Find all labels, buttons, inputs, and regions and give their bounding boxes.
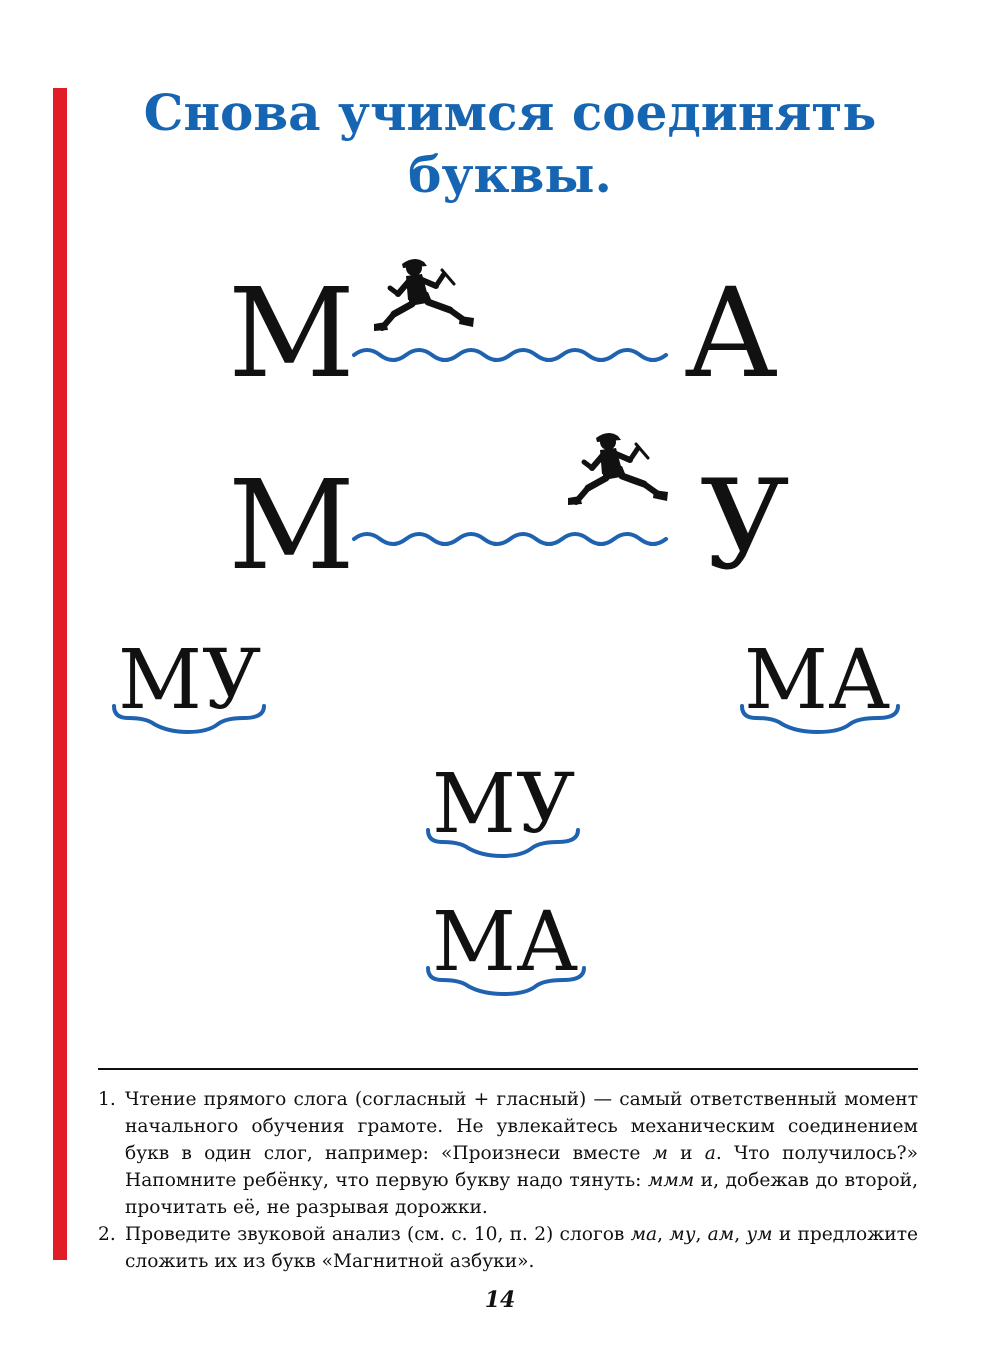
note-italic-syllable: ма (630, 1224, 658, 1245)
note-italic-syllable: ам (707, 1224, 735, 1245)
runner-icon (372, 258, 482, 334)
note-text: , (695, 1224, 708, 1245)
note-text: Проведите звуковой анализ (см. с. 10, п. 2) слогов (125, 1224, 631, 1245)
note-italic-letter: м (652, 1143, 668, 1164)
note-italic-syllable: му (669, 1224, 696, 1245)
note-number: 1. (98, 1089, 116, 1110)
note-text: Чтение прямого слога (согласный + гласный) — самый ответственный (125, 1089, 837, 1110)
margin-red-bar (53, 88, 67, 1260)
runner-icon (566, 432, 676, 508)
footnote-divider (98, 1068, 918, 1070)
teacher-notes (98, 1086, 918, 1275)
syllable-underline-arc (110, 700, 270, 740)
pair1-letter-a: А (684, 262, 778, 406)
pair1-letter-m: М (228, 262, 355, 406)
note-text: Что получилось?» Напомните ребёнку, что первую букву надо тянуть: (125, 1143, 918, 1191)
syllable-mu-left: МУ (118, 633, 262, 728)
title-line-1: Снова учимся соединять (143, 83, 877, 142)
pair2-letter-m: М (228, 454, 355, 598)
note-text: соединением букв в один слог, например: «Произнеси вместе (125, 1116, 918, 1164)
pair1-wave-track (352, 340, 682, 370)
note-text: и (667, 1143, 705, 1164)
note-number: 2. (98, 1224, 116, 1245)
note-italic-sound: ммм (647, 1170, 695, 1191)
syllable-underline-arc (738, 700, 902, 740)
note-text: , (657, 1224, 670, 1245)
note-1 (98, 1086, 918, 1221)
note-text: . (715, 1143, 722, 1164)
note-2 (98, 1221, 918, 1275)
pair2-letter-u: У (700, 454, 790, 598)
page-number: 14 (484, 1287, 516, 1313)
syllable-underline-arc (424, 962, 588, 1002)
note-text: и, добежав до второй, прочитать её, не разрывая дорожки. (125, 1170, 918, 1218)
note-text: и предложите сложить их из букв «Магнитной азбуки». (125, 1224, 918, 1272)
note-italic-syllable: ум (746, 1224, 773, 1245)
syllable-ma-center: МА (432, 895, 579, 990)
note-text: , (734, 1224, 747, 1245)
note-text: момент начального обучения грамоте. Не увлекайтесь механическим (125, 1089, 918, 1137)
syllable-mu-center: МУ (432, 757, 576, 852)
pair2-wave-track (352, 524, 682, 554)
syllable-ma-right: МА (744, 633, 891, 728)
page-title (100, 82, 920, 206)
note-italic-letter: а (704, 1143, 716, 1164)
syllable-underline-arc (424, 824, 584, 864)
title-line-2: буквы. (408, 145, 612, 204)
